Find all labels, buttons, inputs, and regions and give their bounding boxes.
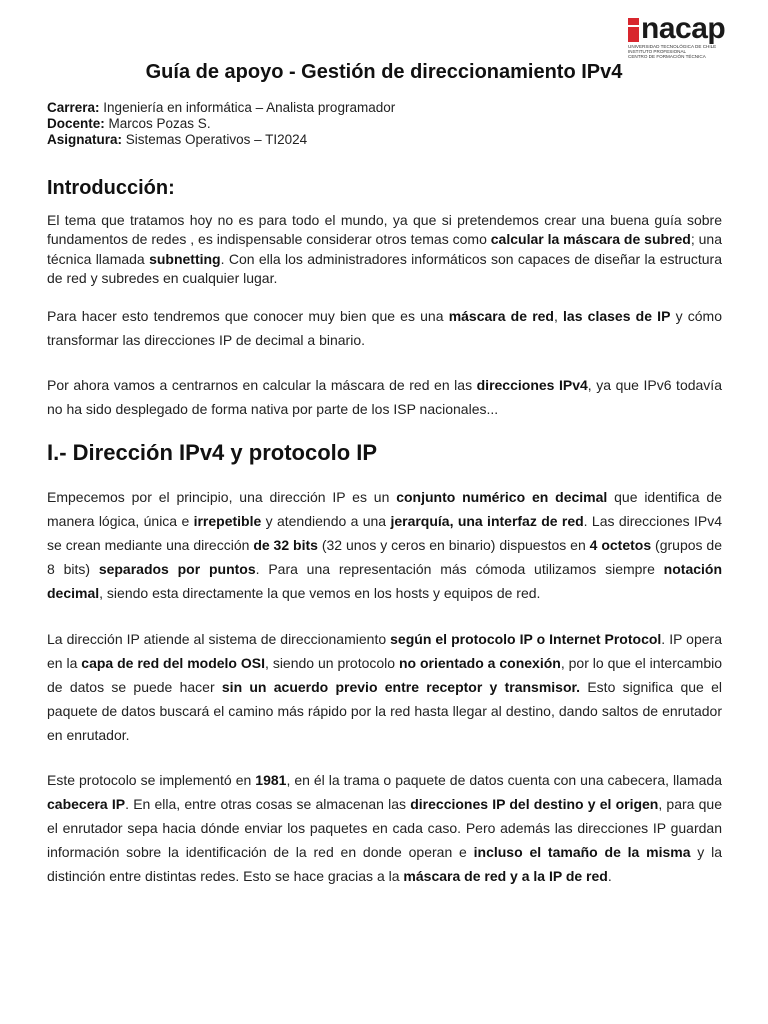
document-title: Guía de apoyo - Gestión de direccionamiento IPv4	[145, 61, 623, 83]
logo-i-glyph-icon	[628, 18, 639, 42]
logo-mark	[628, 10, 750, 45]
intro-paragraph-1: El tema que tratamos hoy no es para todo el mundo, ya que si pretendemos crear una buena guía sobre fundamentos de redes , es indispensable considerar otros temas como calcular la máscara de subred; una técnica llamada subnetting. Con ella los administradores informáticos son capaces de diseñar la estructura de red y subredes en cualquier lugar.	[47, 212, 723, 286]
intro-heading: Introducción:	[47, 177, 175, 199]
logo-line: CENTRO DE FORMACIÓN TÉCNICA	[628, 54, 706, 60]
course-meta	[47, 100, 395, 148]
logo-line: UNIVERSIDAD TECNOLÓGICA DE CHILE	[628, 44, 717, 49]
meta-asignatura: Asignatura: Sistemas Operativos – TI2024	[47, 132, 308, 147]
logo-wordmark: nacap	[641, 12, 726, 45]
section-1-paragraph-1: Empecemos por el principio, una dirección IP es un conjunto numérico en decimal que identifica de manera lógica, única e irrepetible y atendiendo a una jerarquía, una interfaz de red. Las direcciones IPv4 se crean mediante una dirección de 32 bits (32 unos y ceros en binario) dispuestos en 4 octetos (grupos de 8 bits) separados por puntos. Para una representación más cómoda utilizamos siempre notación decimal, siendo esta directamente la que vemos en los hosts y equipos de red.	[47, 489, 723, 601]
inacap-logo	[628, 10, 750, 60]
section-1-heading: I.- Dirección IPv4 y protocolo IP	[47, 440, 378, 465]
intro-paragraph-2: Para hacer esto tendremos que conocer muy bien que es una máscara de red, las clases de IP y cómo transformar las direcciones IP de decimal a binario.	[47, 308, 722, 348]
logo-subtitle	[628, 44, 750, 60]
intro-paragraph-3: Por ahora vamos a centrarnos en calcular la máscara de red en las direcciones IPv4, ya que IPv6 todavía no ha sido desplegado de forma nativa por parte de los ISP nacionales...	[47, 377, 722, 417]
meta-docente: Docente: Marcos Pozas S.	[47, 116, 211, 131]
section-1-paragraph-2: La dirección IP atiende al sistema de direccionamiento según el protocolo IP o Internet Protocol. IP opera en la capa de red del modelo OSI, siendo un protocolo no orientado a conexión, por lo que el intercambio de datos se puede hacer sin un acuerdo previo entre receptor y transmisor. Esto significa que el paquete de datos buscará el camino más rápido por la red hasta llegar al destino, dando saltos de enrutador en enrutador.	[47, 631, 723, 743]
section-1-paragraph-3: Este protocolo se implementó en 1981, en él la trama o paquete de datos cuenta con una cabecera, llamada cabecera IP. En ella, entre otras cosas se almacenan las direcciones IP del destino y el origen, para que el enrutador sepa hacia dónde enviar los paquetes en cada caso. Pero además las direcciones IP guardan información sobre la identificación de la red en donde operan e incluso el tamaño de la misma y la distinción entre distintas redes. Esto se hace gracias a la máscara de red y a la IP de red.	[47, 772, 723, 884]
meta-carrera: Carrera: Ingeniería en informática – Analista programador	[47, 100, 396, 115]
logo-line: INSTITUTO PROFESIONAL	[628, 49, 687, 55]
